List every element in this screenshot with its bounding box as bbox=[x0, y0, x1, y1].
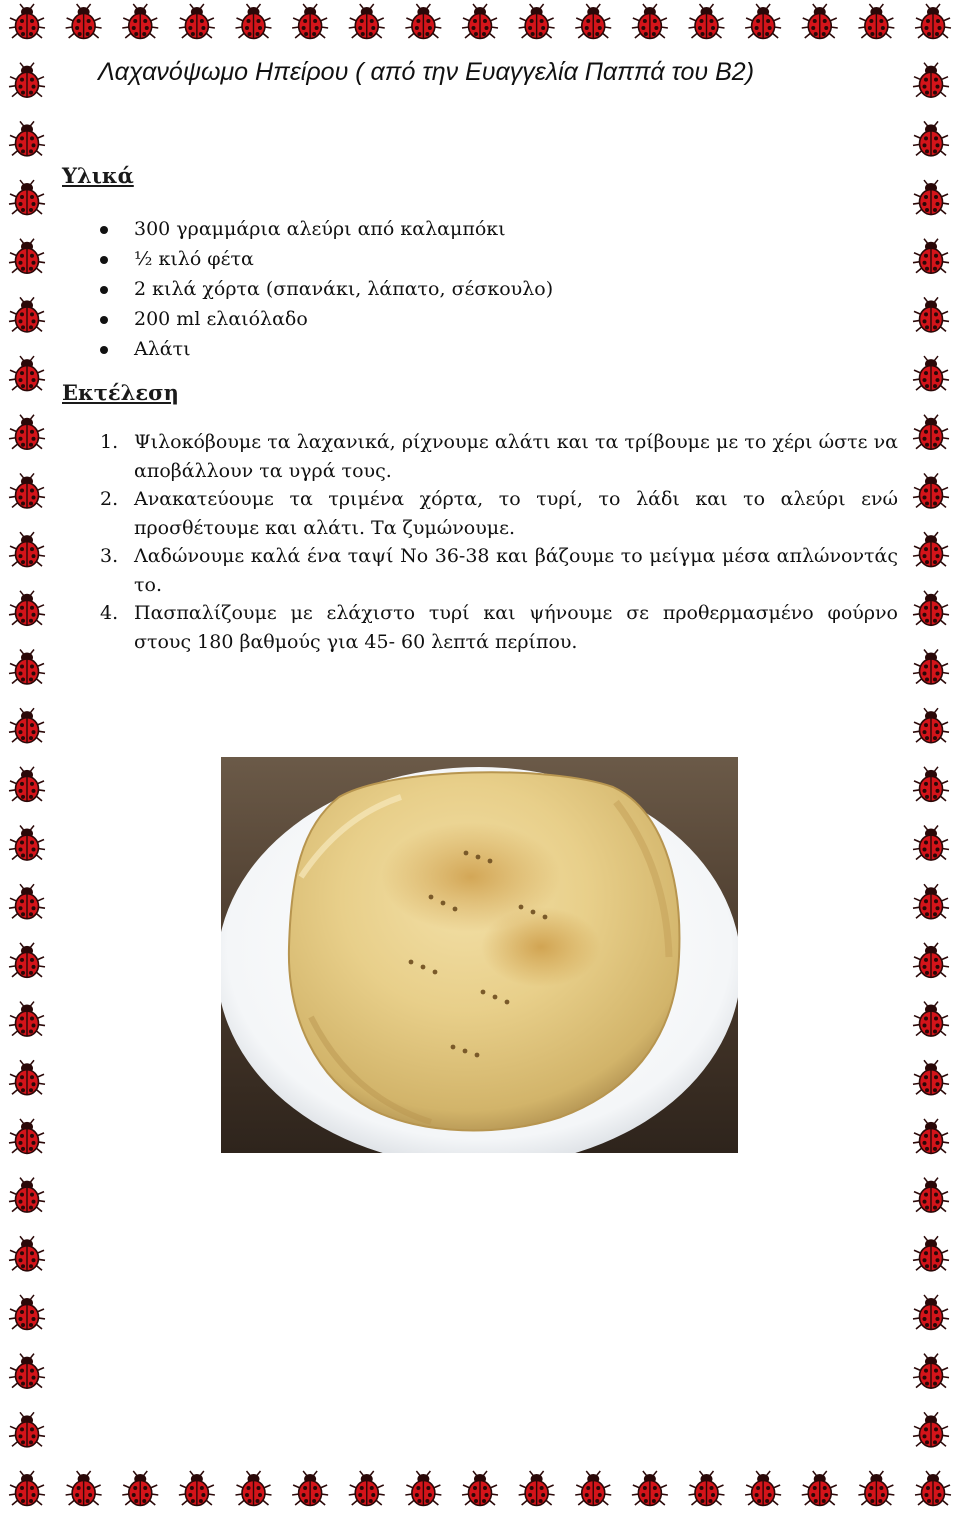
ladybug-icon bbox=[913, 473, 949, 508]
ladybug-icon bbox=[575, 1471, 611, 1506]
step-text: Ψιλοκόβουμε τα λαχανικά, ρίχνουμε αλάτι και τα τρίβουμε με το χέρι ώστε να αποβάλλουν τα υγρά τους. bbox=[134, 431, 898, 482]
ladybug-icon bbox=[519, 1471, 555, 1506]
ladybug-icon bbox=[745, 4, 781, 39]
ladybug-icon bbox=[858, 4, 894, 39]
step-item bbox=[62, 599, 898, 656]
ladybug-icon bbox=[66, 1471, 102, 1506]
ladybug-icon bbox=[9, 1236, 45, 1271]
ladybug-icon bbox=[9, 532, 45, 567]
ladybug-icon bbox=[9, 1178, 45, 1213]
ladybug-icon bbox=[122, 1471, 158, 1506]
ladybug-icon bbox=[575, 4, 611, 39]
ladybug-icon bbox=[913, 1119, 949, 1154]
list-item: 2 κιλά χόρτα (σπανάκι, λάπατο, σέσκουλο) bbox=[62, 274, 553, 304]
ladybug-icon bbox=[858, 1471, 894, 1506]
ladybug-icon bbox=[292, 1471, 328, 1506]
ladybug-icon bbox=[913, 1295, 949, 1330]
ladybug-icon bbox=[915, 1471, 951, 1506]
ladybug-icon bbox=[9, 708, 45, 743]
ladybug-icon bbox=[405, 4, 441, 39]
step-item bbox=[62, 485, 898, 542]
ladybug-icon bbox=[9, 4, 45, 39]
ladybug-icon bbox=[9, 1002, 45, 1037]
step-text: Πασπαλίζουμε με ελάχιστο τυρί και ψήνουμε σε προθερμασμένο φούρνο στους 180 βαθμούς για 45- 60 λεπτά περίπου. bbox=[134, 602, 898, 653]
ladybug-icon bbox=[9, 63, 45, 98]
ladybug-icon bbox=[9, 1295, 45, 1330]
ladybug-icon bbox=[66, 4, 102, 39]
ladybug-icon bbox=[913, 767, 949, 802]
ladybug-icon bbox=[405, 1471, 441, 1506]
ladybug-icon bbox=[913, 356, 949, 391]
page-title: Λαχανόψωμο Ηπείρου ( από την Ευαγγελία Παππά του Β2) bbox=[98, 58, 755, 86]
ladybug-icon bbox=[913, 649, 949, 684]
list-item: 300 γραμμάρια αλεύρι από καλαμπόκι bbox=[62, 214, 553, 244]
ladybug-icon bbox=[913, 297, 949, 332]
step-item bbox=[62, 542, 898, 599]
ladybug-icon bbox=[9, 649, 45, 684]
ladybug-icon bbox=[122, 4, 158, 39]
ladybug-icon bbox=[913, 63, 949, 98]
list-item: Αλάτι bbox=[62, 334, 553, 364]
ladybug-icon bbox=[9, 415, 45, 450]
ladybug-icon bbox=[9, 239, 45, 274]
ladybug-icon bbox=[9, 1119, 45, 1154]
ladybug-icon bbox=[9, 767, 45, 802]
ladybug-icon bbox=[913, 532, 949, 567]
ladybug-icon bbox=[689, 4, 725, 39]
ladybug-icon bbox=[913, 180, 949, 215]
method-heading: Εκτέλεση bbox=[62, 380, 179, 405]
ladybug-icon bbox=[802, 4, 838, 39]
ladybug-icon bbox=[9, 943, 45, 978]
ladybug-icon bbox=[913, 415, 949, 450]
ladybug-icon bbox=[9, 1471, 45, 1506]
ladybug-icon bbox=[9, 473, 45, 508]
ladybug-icon bbox=[349, 1471, 385, 1506]
ladybug-icon bbox=[913, 1002, 949, 1037]
ladybug-icon bbox=[913, 708, 949, 743]
list-item: ½ κιλό φέτα bbox=[62, 244, 553, 274]
ladybug-icon bbox=[236, 4, 272, 39]
ladybug-icon bbox=[913, 1236, 949, 1271]
ladybug-icon bbox=[9, 180, 45, 215]
ladybug-icon bbox=[462, 1471, 498, 1506]
ladybug-icon bbox=[292, 4, 328, 39]
ladybug-icon bbox=[236, 1471, 272, 1506]
ladybug-icon bbox=[9, 884, 45, 919]
ladybug-icon bbox=[179, 4, 215, 39]
ladybug-icon bbox=[915, 4, 951, 39]
steps-list bbox=[62, 428, 898, 656]
ladybug-icon bbox=[632, 4, 668, 39]
list-item: 200 ml ελαιόλαδο bbox=[62, 304, 553, 334]
golden-patch bbox=[481, 907, 601, 987]
ladybug-icon bbox=[913, 239, 949, 274]
ladybug-icon bbox=[9, 297, 45, 332]
ladybug-icon bbox=[913, 1060, 949, 1095]
ingredients-heading: Υλικά bbox=[62, 163, 134, 188]
ladybug-icon bbox=[349, 4, 385, 39]
step-number: 4. bbox=[100, 602, 119, 624]
ladybug-icon bbox=[9, 1060, 45, 1095]
ladybug-icon bbox=[913, 1354, 949, 1389]
step-item bbox=[62, 428, 898, 485]
step-number: 3. bbox=[100, 545, 119, 567]
ingredients-list bbox=[62, 214, 553, 364]
ladybug-icon bbox=[689, 1471, 725, 1506]
step-text: Ανακατεύουμε τα τριμένα χόρτα, το τυρί, το λάδι και το αλεύρι ενώ προσθέτουμε και αλάτι. Τα ζυμώνουμε. bbox=[134, 488, 898, 539]
ladybug-icon bbox=[179, 1471, 215, 1506]
ladybug-icon bbox=[9, 121, 45, 156]
ladybug-icon bbox=[9, 1412, 45, 1447]
ladybug-icon bbox=[913, 884, 949, 919]
ladybug-icon bbox=[632, 1471, 668, 1506]
ladybug-icon bbox=[9, 591, 45, 626]
ladybug-icon bbox=[913, 826, 949, 861]
ladybug-icon bbox=[913, 591, 949, 626]
ladybug-icon bbox=[745, 1471, 781, 1506]
ladybug-icon bbox=[462, 4, 498, 39]
ladybug-icon bbox=[913, 121, 949, 156]
ladybug-icon bbox=[913, 1412, 949, 1447]
ladybug-icon bbox=[9, 1354, 45, 1389]
step-number: 1. bbox=[100, 431, 119, 453]
pie-photo bbox=[221, 757, 738, 1153]
ladybug-icon bbox=[9, 826, 45, 861]
step-number: 2. bbox=[100, 488, 119, 510]
ladybug-icon bbox=[913, 943, 949, 978]
ladybug-icon bbox=[913, 1178, 949, 1213]
ladybug-icon bbox=[802, 1471, 838, 1506]
step-text: Λαδώνουμε καλά ένα ταψί Νο 36-38 και βάζουμε το μείγμα μέσα απλώνοντάς το. bbox=[134, 545, 898, 596]
ladybug-icon bbox=[9, 356, 45, 391]
ladybug-icon bbox=[519, 4, 555, 39]
